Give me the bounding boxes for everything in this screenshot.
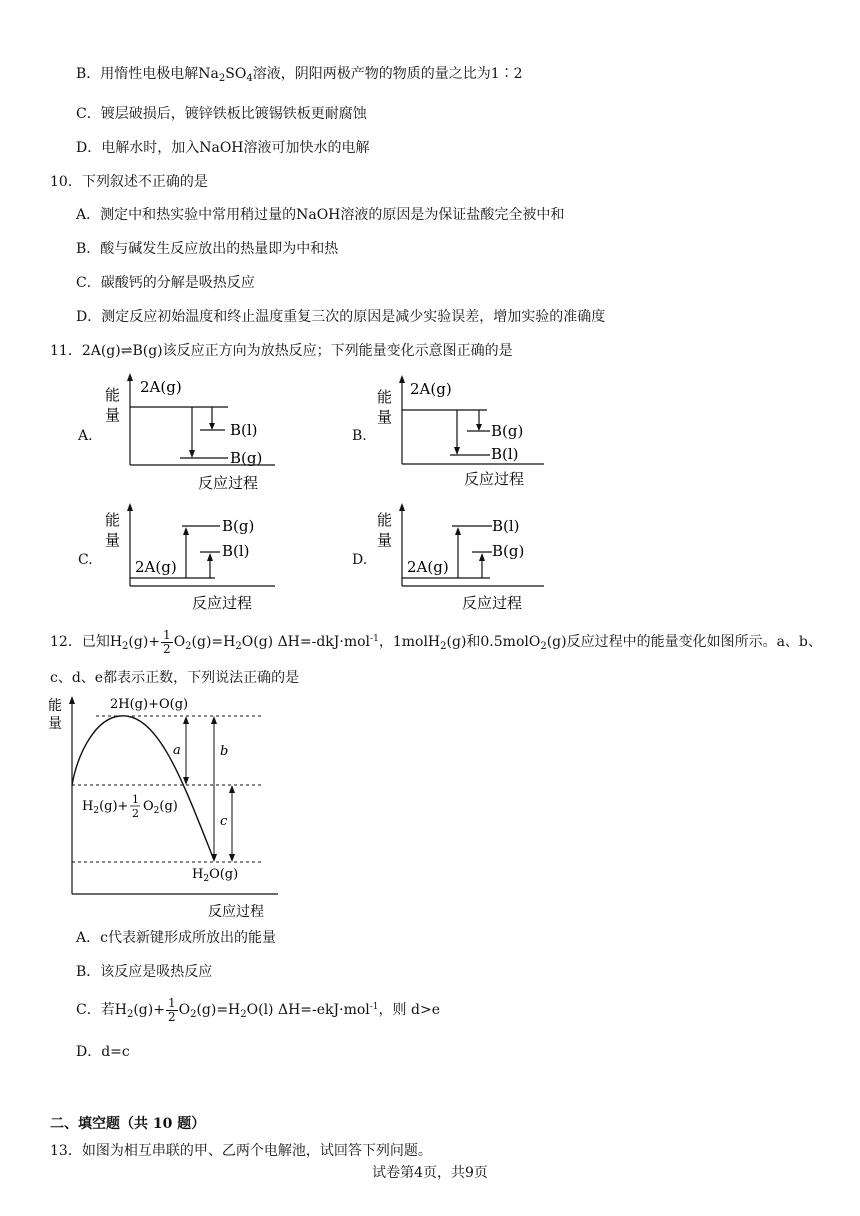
- q11-diagram-a-letter: A.: [78, 428, 93, 444]
- product-label: B(l): [230, 421, 258, 439]
- start-label: 2A(g): [407, 558, 449, 576]
- q12-option-a: A．c代表新键形成所放出的能量: [76, 930, 276, 946]
- y-label: 量: [105, 406, 121, 424]
- y-label: 能: [105, 386, 121, 404]
- q12-option-b: B．该反应是吸热反应: [76, 964, 213, 980]
- q11-stem: 11．2A(g)⇌B(g)该反应正方向为放热反应；下列能量变化示意图正确的是: [50, 343, 513, 359]
- bottom-level-label: $H_2O(g)$: [192, 867, 239, 884]
- q11-diagram-c-letter: C.: [78, 552, 93, 568]
- start-label: 2A(g): [135, 558, 177, 576]
- product-label: B(g): [492, 542, 525, 560]
- page-footer: 试卷第4页，共9页: [372, 1165, 488, 1181]
- q13-stem: 13．如图为相互串联的甲、乙两个电解池，试回答下列问题。: [50, 1143, 432, 1159]
- y-label: 量: [105, 531, 121, 549]
- y-label: 能: [377, 511, 393, 529]
- q11-diagram-d: [372, 500, 562, 615]
- y-label: 能: [105, 511, 121, 529]
- y-label: 量: [48, 716, 62, 732]
- q12-stem: 12．已知$H_2(g)+$ $\frac{1}{2}$ $O_2(g)=H_2O(g)$ ΔH=-dkJ·mol$^{-1}$，1molH$_2$(g)和0.5molO$_2$(g)反应过程中的能量变化如图所示。a、b、: [50, 627, 822, 656]
- q11-diagram-b-letter: B.: [352, 428, 367, 444]
- product-label: B(g): [222, 517, 255, 535]
- q10-option-d: D．测定反应初始温度和终止温度重复三次的原因是减少实验误差，增加实验的准确度: [76, 309, 606, 325]
- q11-diagram-c: [100, 500, 290, 615]
- q9-option-c: C．镀层破损后，镀锌铁板比镀锡铁板更耐腐蚀: [76, 106, 367, 122]
- product-label: B(g): [230, 449, 263, 467]
- y-label: 能: [48, 698, 62, 714]
- q10-stem: 10．下列叙述不正确的是: [50, 174, 208, 190]
- label-c: c: [220, 814, 228, 829]
- label-b: b: [220, 744, 229, 759]
- fraction-half: $\frac{1}{2}$: [167, 995, 176, 1024]
- top-level-label: 2H(g)+O(g): [110, 697, 189, 712]
- frac-num: 1: [132, 793, 139, 806]
- mid-level-label-o2: $O_2(g)$: [143, 799, 178, 816]
- q11-diagram-b: [372, 374, 562, 492]
- x-label: 反应过程: [198, 474, 259, 492]
- mid-level-label: $H_2(g)+$: [82, 799, 129, 816]
- section-heading: 二、填空题（共 10 题）: [50, 1116, 206, 1132]
- q12-option-c: C．若$H_2(g)+$ $\frac{1}{2}$ $O_2(g)=H_2O(l)$ ΔH=-ekJ·mol$^{-1}$，则 d>e: [76, 995, 440, 1024]
- frac-den: 2: [132, 807, 139, 820]
- product-label: B(g): [491, 422, 524, 440]
- fraction-half: $\frac{1}{2}$: [163, 627, 171, 656]
- q9-option-d: D．电解水时，加入NaOH溶液可加快水的电解: [76, 140, 370, 156]
- y-label: 量: [377, 531, 393, 549]
- x-label: 反应过程: [192, 594, 253, 612]
- q10-option-a: A．测定中和热实验中常用稍过量的NaOH溶液的原因是为保证盐酸完全被中和: [76, 207, 565, 223]
- y-label: 量: [377, 408, 393, 426]
- q12-option-d: D．d=c: [76, 1044, 130, 1060]
- q9-option-b: B．用惰性电极电解$Na_2SO_4$溶液，阴阳两极产物的物质的量之比为1∶2: [76, 66, 523, 84]
- start-label: 2A(g): [410, 380, 452, 398]
- x-label: 反应过程: [462, 594, 523, 612]
- q11-diagram-d-letter: D.: [352, 552, 368, 568]
- product-label: B(l): [492, 517, 520, 535]
- product-label: B(l): [222, 542, 250, 560]
- x-label: 反应过程: [464, 470, 525, 488]
- q11-diagram-a: [100, 370, 290, 495]
- q12-energy-diagram: [48, 692, 278, 924]
- x-label: 反应过程: [208, 904, 264, 920]
- label-a: a: [173, 743, 181, 758]
- q12-stem-line2: c、d、e都表示正数，下列说法正确的是: [50, 670, 300, 686]
- start-label: 2A(g): [140, 378, 182, 396]
- q10-option-b: B．酸与碱发生反应放出的热量即为中和热: [76, 241, 339, 257]
- q10-option-c: C．碳酸钙的分解是吸热反应: [76, 275, 255, 291]
- product-label: B(l): [491, 445, 519, 463]
- y-label: 能: [377, 388, 393, 406]
